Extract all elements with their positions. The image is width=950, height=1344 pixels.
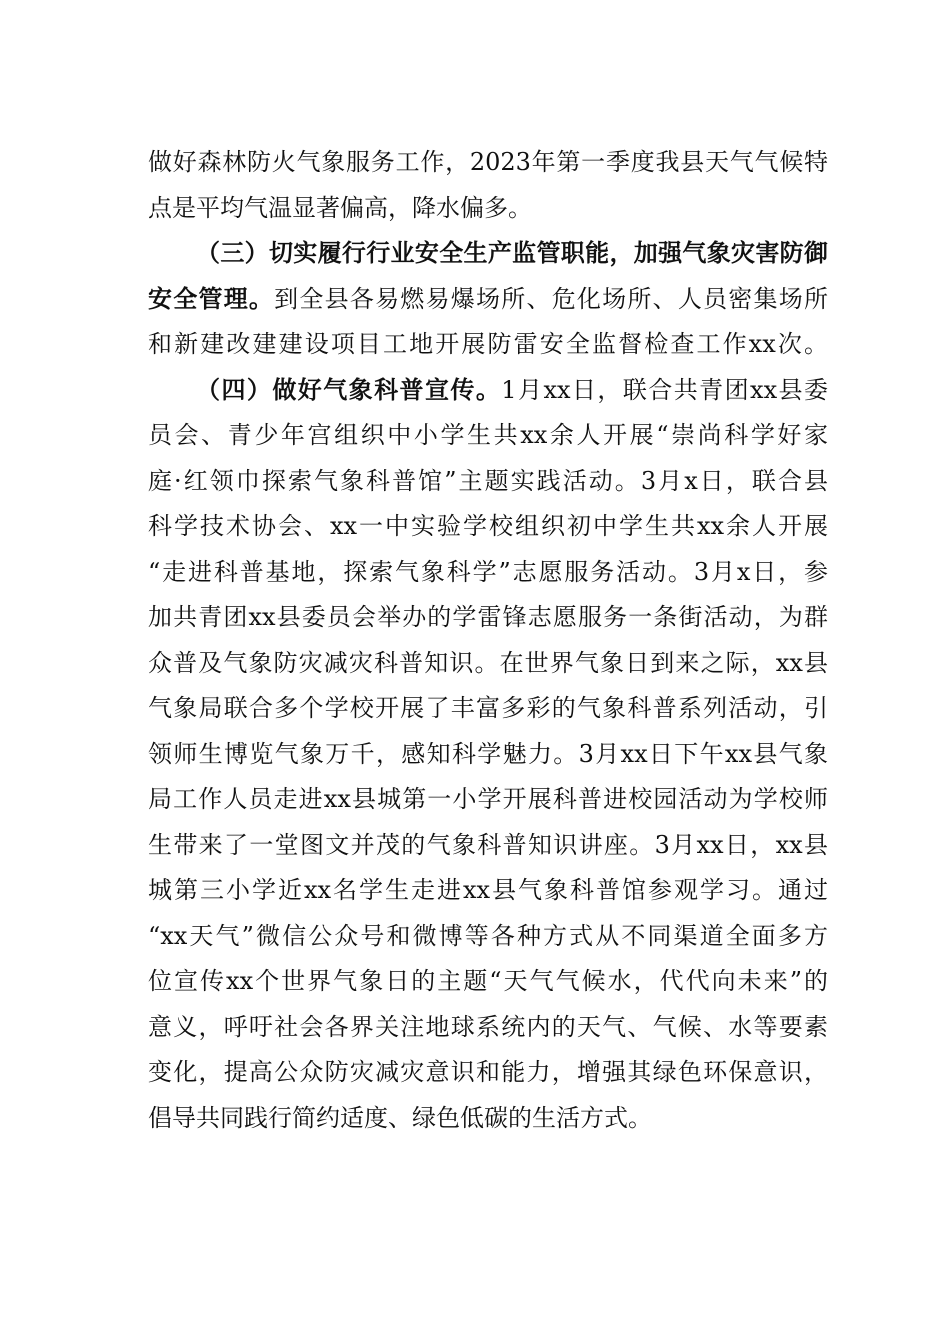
text-line-16: 生带来了一堂图文并茂的气象科普知识讲座。3月xx日，xx县: [148, 831, 828, 859]
text-line-21: 变化，提高公众防灾减灾意识和能力，增强其绿色环保意识，: [148, 1058, 828, 1086]
text-line-22: 倡导共同践行简约适度、绿色低碳的生活方式。: [148, 1104, 652, 1132]
section-three-body: 到全县各易燃易爆场所、危化场所、人员密集场所: [274, 285, 829, 313]
section-four-body-start: 1月xx日，联合共青团xx县委: [501, 376, 828, 404]
text-line-8: 庭·红领巾探索气象科普馆”主题实践活动。3月x日，联合县: [148, 467, 828, 495]
text-line-6: [196, 375, 828, 405]
text-line-1: 做好森林防火气象服务工作，2023年第一季度我县天气气候特: [148, 148, 828, 176]
text-line-12: 众普及气象防灾减灾科普知识。在世界气象日到来之际，xx县: [148, 649, 828, 677]
text-line-9: 科学技术协会、xx一中实验学校组织初中学生共xx余人开展: [148, 512, 828, 540]
text-line-19: 位宣传xx个世界气象日的主题“天气气候水，代代向未来”的: [148, 967, 828, 995]
text-line-20: 意义，呼吁社会各界关注地球系统内的天气、气候、水等要素: [148, 1013, 828, 1041]
text-line-17: 城第三小学近xx名学生走进xx县气象科普馆参观学习。通过: [148, 876, 828, 904]
section-three-heading-line-1: （三）切实履行行业安全生产监管职能，加强气象灾害防御: [196, 238, 828, 267]
text-line-13: 气象局联合多个学校开展了丰富多彩的气象科普系列活动，引: [148, 694, 828, 722]
section-three-heading-line-2: 安全管理。: [148, 284, 275, 313]
text-line-15: 局工作人员走进xx县城第一小学开展科普进校园活动为学校师: [148, 785, 828, 813]
text-line-10: “走进科普基地，探索气象科学”志愿服务活动。3月x日，参: [148, 558, 828, 586]
text-line-14: 领师生博览气象万千，感知科学魅力。3月xx日下午xx县气象: [148, 740, 828, 768]
text-line-18: “xx天气”微信公众号和微博等各种方式从不同渠道全面多方: [148, 922, 828, 950]
text-line-7: 员会、青少年宫组织中小学生共xx余人开展“崇尚科学好家: [148, 421, 828, 449]
text-line-11: 加共青团xx县委员会举办的学雷锋志愿服务一条街活动，为群: [148, 603, 828, 631]
text-line-2: 点是平均气温显著偏高，降水偏多。: [148, 194, 532, 222]
text-line-4: [148, 284, 828, 314]
text-line-5: 和新建改建建设项目工地开展防雷安全监督检查工作xx次。: [148, 330, 828, 358]
section-four-heading: （四）做好气象科普宣传。: [196, 375, 502, 404]
